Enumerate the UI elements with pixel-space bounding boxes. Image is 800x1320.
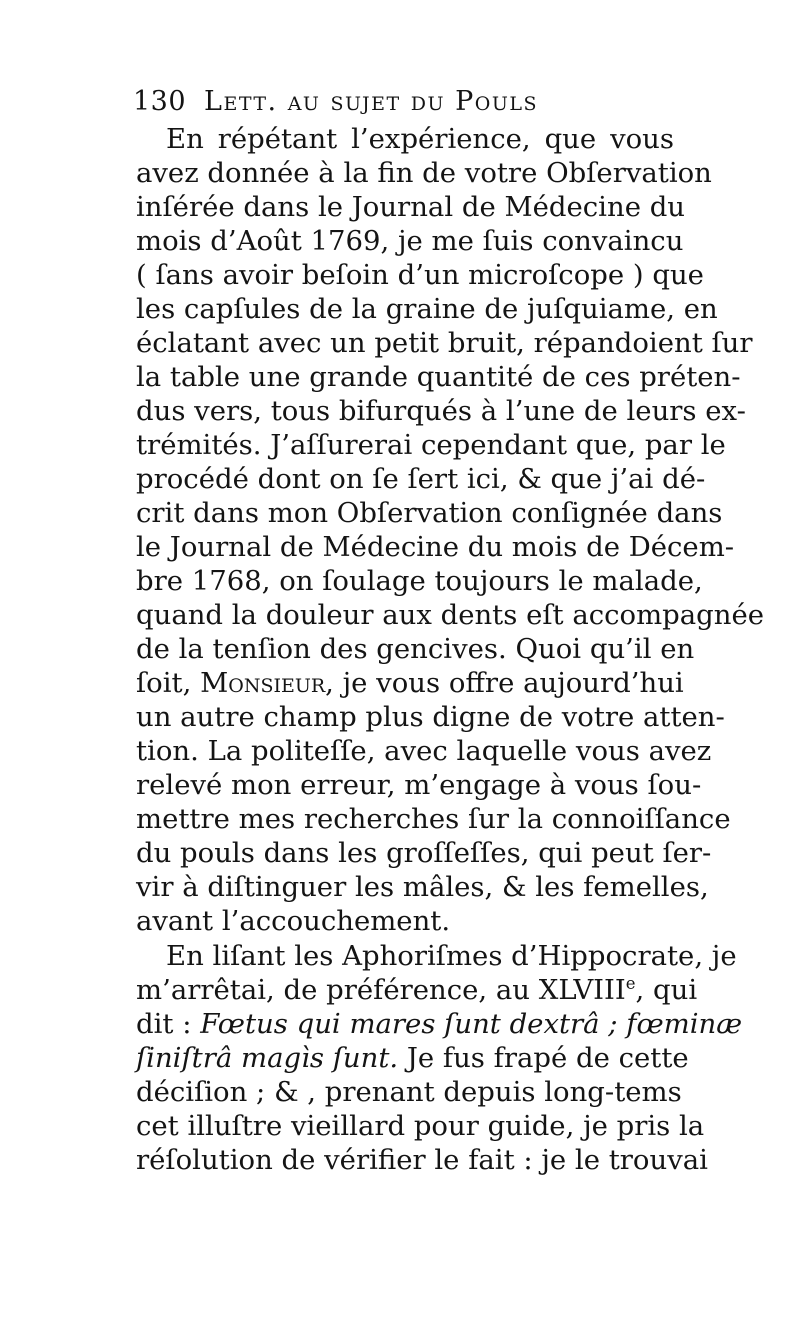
text-line: [136, 1007, 743, 1041]
page-number: 130: [133, 86, 187, 117]
text-line: [136, 1041, 689, 1075]
text-line: inſérée dans le Journal de Médecine du: [136, 191, 686, 223]
text-line: la table une grande quantité de ces préten-: [136, 361, 741, 393]
latin-quote: Fœtus qui mares ſunt dextrâ ; fœminæ: [200, 1008, 743, 1040]
text-span: Je fus frapé de cette: [398, 1042, 689, 1074]
text-line: réſolution de vérifier le fait : je le trouvai: [136, 1144, 708, 1176]
running-title: Lett. au sujet du Pouls: [204, 86, 539, 117]
text-span: , qui: [635, 974, 698, 1006]
text-line: avant l’accouchement.: [136, 905, 451, 937]
text-line: mois d’Août 1769, je me ſuis convaincu: [136, 225, 684, 257]
text-line: quand la douleur aux dents eſt accompagnée: [136, 599, 765, 631]
text-line: tion. La politeſſe, avec laquelle vous avez: [136, 735, 712, 767]
text-line: du pouls dans les groſſeſſes, qui peut ſer-: [136, 837, 712, 869]
text-span: m’arrêtai, de préférence, au XLVIII: [136, 974, 626, 1006]
salutation-smallcaps: Monsieur: [200, 667, 326, 699]
text-line: crit dans mon Obſervation conſignée dans: [136, 497, 723, 529]
text-line: trémités. J’aſſurerai cependant que, par le: [136, 429, 726, 461]
text-line: En répétant l’expérience, que vous: [166, 123, 674, 155]
text-line: de la tenſion des gencives. Quoi qu’il en: [136, 633, 695, 665]
text-span: , je vous offre aujourd’hui: [325, 667, 684, 699]
latin-quote: ſiniſtrâ magìs ſunt.: [136, 1042, 399, 1074]
text-line: avez donnée à la fin de votre Obſervation: [136, 157, 712, 189]
text-line: dus vers, tous bifurqués à l’une de leurs ex-: [136, 395, 746, 427]
text-span: dit :: [136, 1008, 201, 1040]
text-line: un autre champ plus digne de votre atten-: [136, 701, 725, 733]
text-line: En liſant les Aphoriſmes d’Hippocrate, je: [166, 940, 737, 972]
page-header: [133, 86, 538, 117]
text-line: les capſules de la graine de juſquiame, en: [136, 293, 718, 325]
text-line: vir à diſtinguer les mâles, & les femelles,: [136, 871, 709, 903]
text-line: [136, 666, 684, 700]
text-line: procédé dont on ſe ſert ici, & que j’ai dé-: [136, 463, 706, 495]
superscript: e: [625, 973, 636, 993]
text-line: [136, 973, 698, 1007]
text-span: ſoit,: [136, 667, 201, 699]
text-line: mettre mes recherches ſur la connoiſſance: [136, 803, 731, 835]
text-line: cet illuſtre vieillard pour guide, je pris la: [136, 1110, 705, 1142]
text-line: relevé mon erreur, m’engage à vous ſou-: [136, 769, 702, 801]
text-line: bre 1768, on ſoulage toujours le malade,: [136, 565, 703, 597]
text-line: éclatant avec un petit bruit, répandoient ſur: [136, 327, 753, 359]
text-line: ( ſans avoir beſoin d’un microſcope ) que: [136, 259, 704, 291]
text-line: le Journal de Médecine du mois de Décem-: [136, 531, 735, 563]
text-line: déciſion ; & , prenant depuis long-tems: [136, 1076, 682, 1108]
